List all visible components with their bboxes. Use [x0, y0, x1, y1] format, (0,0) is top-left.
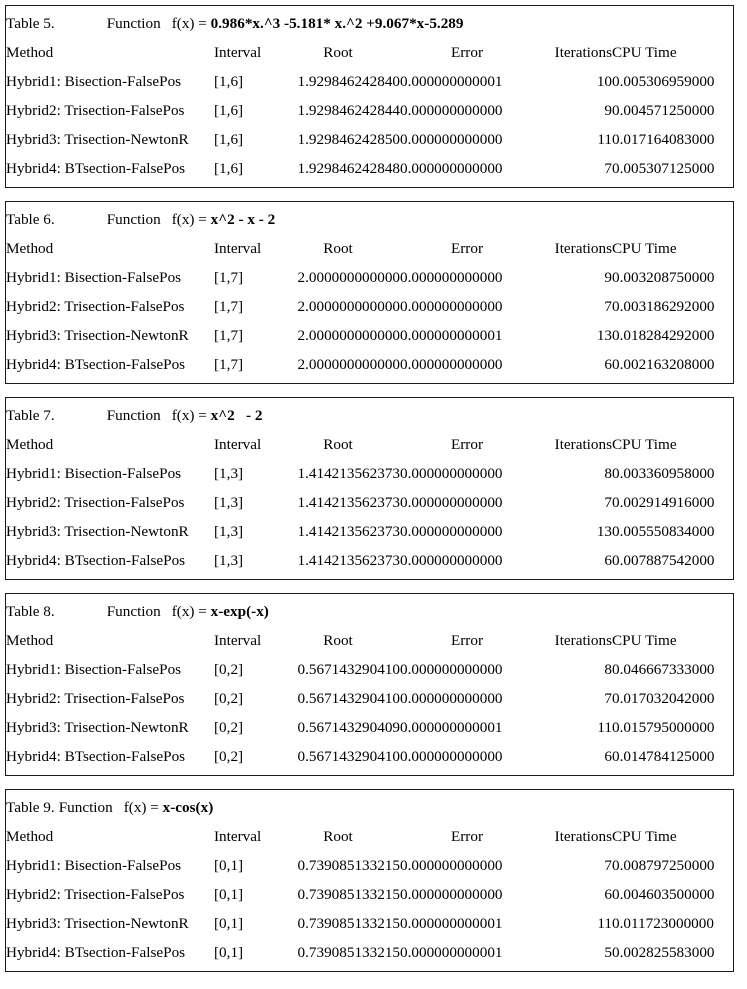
cell-root: 2.000000000000 [297, 268, 400, 286]
cell-cpu-time: 0.003208750000 [612, 268, 715, 286]
cell-root: 1.929846242850 [297, 130, 400, 148]
column-header-method: Method [6, 631, 54, 649]
cell-error: 0.000000000000 [400, 522, 503, 540]
caption-function-word: Function [106, 210, 161, 228]
cell-cpu-time: 0.005550834000 [612, 522, 715, 540]
caption-formula: x-cos(x) [162, 798, 214, 816]
cell-root: 1.929846242844 [297, 101, 400, 119]
cell-error: 0.000000000001 [400, 72, 503, 90]
column-header-root: Root [323, 631, 353, 649]
cell-interval: [1,3] [214, 522, 244, 540]
cell-cpu-time: 0.014784125000 [612, 747, 715, 765]
column-header-iterations: Iterations [554, 827, 612, 845]
table-row [6, 67, 735, 96]
cell-cpu-time: 0.003360958000 [612, 464, 715, 482]
cell-root: 0.567143290409 [297, 718, 400, 736]
cell-method: Hybrid1: Bisection-FalsePos [6, 464, 182, 482]
caption-formula: 0.986*x.^3 -5.181* x.^2 +9.067*x-5.289 [210, 14, 464, 32]
caption-fx-prefix: f(x) = [171, 406, 207, 424]
cell-error: 0.000000000000 [400, 464, 503, 482]
table-row [6, 713, 735, 742]
table-number-label: Table 6. [6, 210, 55, 228]
cell-error: 0.000000000000 [400, 660, 503, 678]
cell-method: Hybrid1: Bisection-FalsePos [6, 856, 182, 874]
cell-method: Hybrid4: BTsection-FalsePos [6, 943, 186, 961]
cell-method: Hybrid3: Trisection-NewtonR [6, 522, 189, 540]
caption-formula: x^2 - x - 2 [210, 210, 276, 228]
column-header-error: Error [450, 43, 484, 61]
table-header-row [6, 430, 735, 459]
table-row [6, 742, 735, 771]
cell-iterations: 7 [604, 493, 612, 511]
cell-interval: [1,7] [214, 297, 244, 315]
column-header-error: Error [450, 239, 484, 257]
caption-function-word: Function [106, 14, 161, 32]
data-table [6, 597, 735, 771]
cell-iterations: 13 [596, 326, 612, 344]
caption-fx-prefix: f(x) = [171, 14, 207, 32]
table-row [6, 851, 735, 880]
cell-cpu-time: 0.017164083000 [612, 130, 715, 148]
table-row [6, 546, 735, 575]
cell-root: 2.000000000000 [297, 326, 400, 344]
cell-interval: [0,2] [214, 718, 244, 736]
caption-fx-prefix: f(x) = [171, 210, 207, 228]
column-header-cpu-time: CPU Time [612, 239, 677, 257]
cell-cpu-time: 0.018284292000 [612, 326, 715, 344]
tables-container [5, 5, 741, 972]
cell-interval: [1,6] [214, 130, 244, 148]
table-header-row [6, 38, 735, 67]
column-header-iterations: Iterations [554, 435, 612, 453]
column-header-cpu-time: CPU Time [612, 435, 677, 453]
table-number-label: Table 7. [6, 406, 55, 424]
cell-cpu-time: 0.005306959000 [612, 72, 715, 90]
cell-interval: [1,3] [214, 551, 244, 569]
table-caption-row [6, 793, 735, 822]
cell-interval: [0,2] [214, 747, 244, 765]
table-row [6, 321, 735, 350]
cell-iterations: 8 [604, 464, 612, 482]
table-caption-row [6, 597, 735, 626]
caption-function-word: Function [106, 406, 161, 424]
column-header-root: Root [323, 43, 353, 61]
table-header-row [6, 234, 735, 263]
table-header-row [6, 822, 735, 851]
table-row [6, 125, 735, 154]
cell-root: 2.000000000000 [297, 297, 400, 315]
table-row [6, 938, 735, 967]
table-row [6, 154, 735, 183]
cell-method: Hybrid1: Bisection-FalsePos [6, 72, 182, 90]
column-header-error: Error [450, 631, 484, 649]
cell-cpu-time: 0.008797250000 [612, 856, 715, 874]
table-row [6, 655, 735, 684]
table-number-label: Table 5. [6, 14, 55, 32]
cell-method: Hybrid4: BTsection-FalsePos [6, 159, 186, 177]
column-header-method: Method [6, 239, 54, 257]
cell-root: 0.567143290410 [297, 747, 400, 765]
cell-interval: [1,3] [214, 493, 244, 511]
cell-interval: [0,1] [214, 856, 244, 874]
cell-error: 0.000000000000 [400, 101, 503, 119]
cell-method: Hybrid3: Trisection-NewtonR [6, 130, 189, 148]
cell-iterations: 6 [604, 885, 612, 903]
column-header-cpu-time: CPU Time [612, 43, 677, 61]
results-table-9 [5, 789, 734, 972]
cell-root: 0.739085133215 [297, 914, 400, 932]
table-row [6, 292, 735, 321]
table-number-label: Table 9. [6, 798, 55, 816]
column-header-method: Method [6, 435, 54, 453]
cell-iterations: 7 [604, 159, 612, 177]
cell-error: 0.000000000000 [400, 297, 503, 315]
column-header-error: Error [450, 435, 484, 453]
cell-error: 0.000000000000 [400, 493, 503, 511]
table-row [6, 517, 735, 546]
table-row [6, 350, 735, 379]
cell-interval: [1,7] [214, 268, 244, 286]
cell-cpu-time: 0.046667333000 [612, 660, 715, 678]
caption-function-word: Function [106, 602, 161, 620]
cell-iterations: 6 [604, 747, 612, 765]
cell-method: Hybrid3: Trisection-NewtonR [6, 718, 189, 736]
table-row [6, 684, 735, 713]
column-header-root: Root [323, 827, 353, 845]
column-header-error: Error [450, 827, 484, 845]
column-header-method: Method [6, 827, 54, 845]
cell-error: 0.000000000000 [400, 689, 503, 707]
cell-cpu-time: 0.007887542000 [612, 551, 715, 569]
cell-method: Hybrid4: BTsection-FalsePos [6, 551, 186, 569]
cell-error: 0.000000000000 [400, 885, 503, 903]
cell-cpu-time: 0.002163208000 [612, 355, 715, 373]
column-header-iterations: Iterations [554, 239, 612, 257]
cell-root: 1.929846242848 [297, 159, 400, 177]
cell-cpu-time: 0.003186292000 [612, 297, 715, 315]
column-header-root: Root [323, 239, 353, 257]
cell-method: Hybrid2: Trisection-FalsePos [6, 101, 185, 119]
cell-interval: [1,7] [214, 355, 244, 373]
table-caption [6, 205, 735, 234]
table-caption-row [6, 401, 735, 430]
table-caption [6, 597, 735, 626]
column-header-interval: Interval [214, 827, 262, 845]
column-header-interval: Interval [214, 435, 262, 453]
column-header-cpu-time: CPU Time [612, 827, 677, 845]
cell-iterations: 9 [604, 101, 612, 119]
table-number-label: Table 8. [6, 602, 55, 620]
cell-interval: [0,1] [214, 885, 244, 903]
cell-error: 0.000000000001 [400, 718, 503, 736]
cell-interval: [0,2] [214, 689, 244, 707]
cell-error: 0.000000000000 [400, 268, 503, 286]
data-table [6, 401, 735, 575]
column-header-cpu-time: CPU Time [612, 631, 677, 649]
cell-iterations: 11 [597, 914, 612, 932]
cell-error: 0.000000000001 [400, 914, 503, 932]
cell-method: Hybrid1: Bisection-FalsePos [6, 268, 182, 286]
table-header-row [6, 626, 735, 655]
cell-iterations: 7 [604, 689, 612, 707]
table-row [6, 909, 735, 938]
cell-method: Hybrid2: Trisection-FalsePos [6, 689, 185, 707]
column-header-interval: Interval [214, 631, 262, 649]
cell-interval: [1,6] [214, 101, 244, 119]
cell-iterations: 9 [604, 268, 612, 286]
cell-iterations: 10 [596, 72, 612, 90]
cell-interval: [0,1] [214, 914, 244, 932]
cell-cpu-time: 0.015795000000 [612, 718, 715, 736]
table-row [6, 96, 735, 125]
data-table [6, 205, 735, 379]
cell-interval: [0,1] [214, 943, 244, 961]
caption-function-word: Function [58, 798, 113, 816]
cell-iterations: 5 [604, 943, 612, 961]
cell-error: 0.000000000001 [400, 326, 503, 344]
table-row [6, 488, 735, 517]
results-table-7 [5, 397, 734, 580]
cell-error: 0.000000000000 [400, 856, 503, 874]
cell-root: 1.929846242840 [297, 72, 400, 90]
caption-fx-prefix: f(x) = [123, 798, 159, 816]
column-header-interval: Interval [214, 43, 262, 61]
table-row [6, 263, 735, 292]
column-header-root: Root [323, 435, 353, 453]
caption-formula: x^2 - 2 [210, 406, 263, 424]
table-caption-row [6, 205, 735, 234]
table-caption [6, 9, 735, 38]
cell-error: 0.000000000000 [400, 551, 503, 569]
cell-iterations: 7 [604, 297, 612, 315]
cell-iterations: 7 [604, 856, 612, 874]
cell-interval: [1,6] [214, 72, 244, 90]
cell-error: 0.000000000000 [400, 355, 503, 373]
cell-method: Hybrid2: Trisection-FalsePos [6, 493, 185, 511]
table-caption [6, 401, 735, 430]
caption-formula: x-exp(-x) [210, 602, 269, 620]
cell-root: 0.739085133215 [297, 856, 400, 874]
column-header-iterations: Iterations [554, 43, 612, 61]
cell-method: Hybrid4: BTsection-FalsePos [6, 355, 186, 373]
cell-method: Hybrid2: Trisection-FalsePos [6, 297, 185, 315]
cell-root: 1.414213562373 [297, 522, 400, 540]
cell-interval: [1,3] [214, 464, 244, 482]
table-caption [6, 793, 735, 822]
cell-cpu-time: 0.004603500000 [612, 885, 715, 903]
cell-interval: [0,2] [214, 660, 244, 678]
cell-root: 1.414213562373 [297, 551, 400, 569]
table-caption-row [6, 9, 735, 38]
cell-root: 1.414213562373 [297, 493, 400, 511]
cell-iterations: 6 [604, 551, 612, 569]
cell-error: 0.000000000000 [400, 130, 503, 148]
cell-root: 0.567143290410 [297, 689, 400, 707]
results-table-5 [5, 5, 734, 188]
cell-error: 0.000000000000 [400, 159, 503, 177]
cell-cpu-time: 0.004571250000 [612, 101, 715, 119]
cell-iterations: 11 [597, 130, 612, 148]
results-table-8 [5, 593, 734, 776]
cell-cpu-time: 0.005307125000 [612, 159, 715, 177]
cell-interval: [1,7] [214, 326, 244, 344]
cell-root: 0.739085133215 [297, 943, 400, 961]
cell-iterations: 11 [597, 718, 612, 736]
results-table-6 [5, 201, 734, 384]
cell-method: Hybrid2: Trisection-FalsePos [6, 885, 185, 903]
cell-interval: [1,6] [214, 159, 244, 177]
cell-root: 1.414213562373 [297, 464, 400, 482]
cell-error: 0.000000000000 [400, 747, 503, 765]
column-header-iterations: Iterations [554, 631, 612, 649]
table-row [6, 880, 735, 909]
table-row [6, 459, 735, 488]
data-table [6, 793, 735, 967]
cell-root: 2.000000000000 [297, 355, 400, 373]
caption-fx-prefix: f(x) = [171, 602, 207, 620]
cell-iterations: 6 [604, 355, 612, 373]
cell-method: Hybrid3: Trisection-NewtonR [6, 326, 189, 344]
cell-method: Hybrid3: Trisection-NewtonR [6, 914, 189, 932]
cell-cpu-time: 0.011723000000 [612, 914, 714, 932]
column-header-interval: Interval [214, 239, 262, 257]
data-table [6, 9, 735, 183]
cell-iterations: 8 [604, 660, 612, 678]
cell-root: 0.739085133215 [297, 885, 400, 903]
cell-method: Hybrid4: BTsection-FalsePos [6, 747, 186, 765]
cell-iterations: 13 [596, 522, 612, 540]
cell-error: 0.000000000001 [400, 943, 503, 961]
cell-cpu-time: 0.017032042000 [612, 689, 715, 707]
cell-method: Hybrid1: Bisection-FalsePos [6, 660, 182, 678]
cell-cpu-time: 0.002914916000 [612, 493, 715, 511]
cell-root: 0.567143290410 [297, 660, 400, 678]
column-header-method: Method [6, 43, 54, 61]
cell-cpu-time: 0.002825583000 [612, 943, 715, 961]
